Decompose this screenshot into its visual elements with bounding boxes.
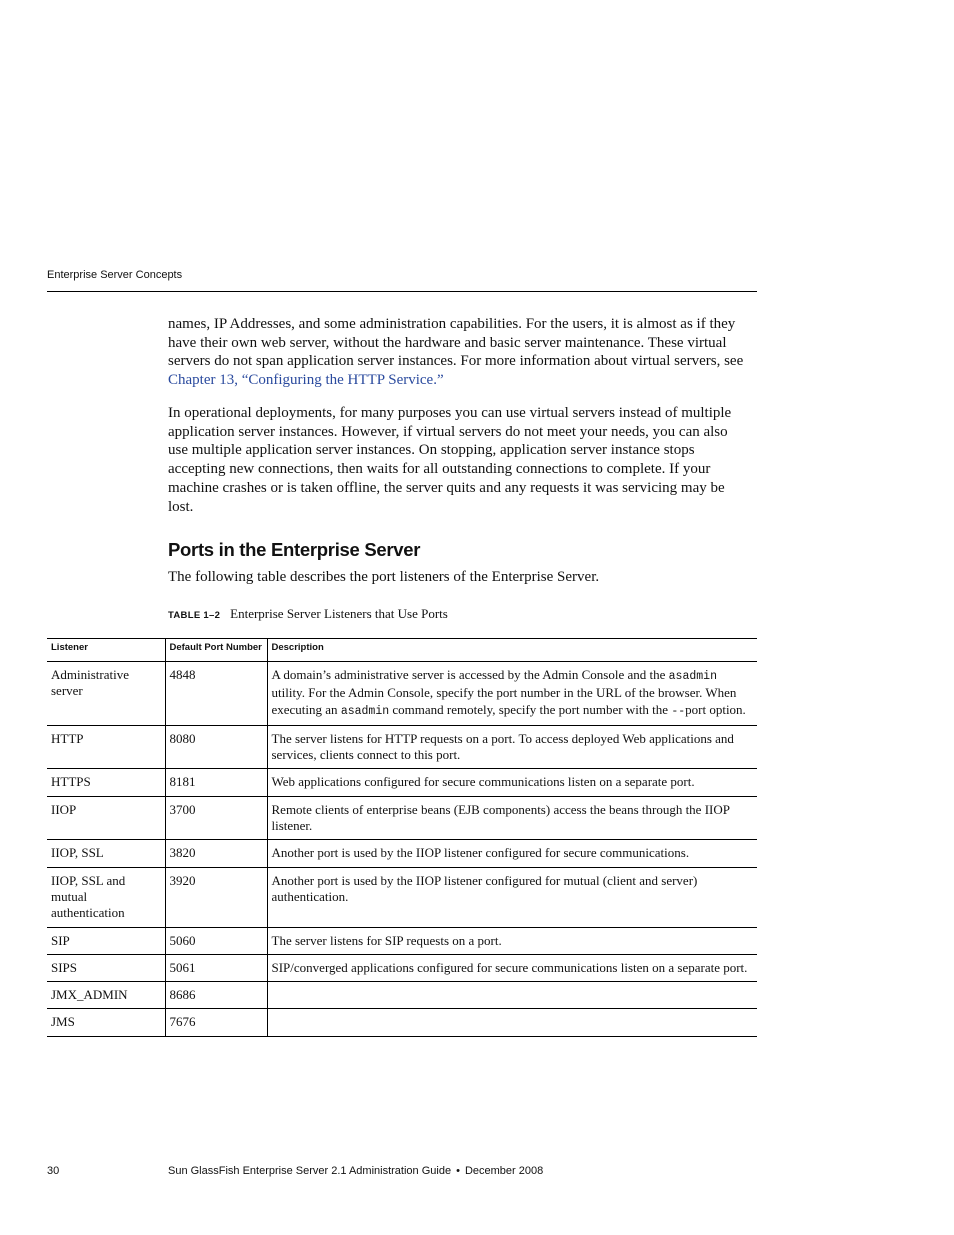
table-row bbox=[47, 954, 757, 981]
table-caption bbox=[168, 606, 448, 622]
footer-bullet: • bbox=[456, 1165, 460, 1177]
paragraph-operational-deployments: In operational deployments, for many purposes you can use virtual servers instead of multiple application server instances. However, if virtual servers do not meet your needs, you can also use multiple application server instances. On stopping, application server instance stops accepting new connections, then waits for all outstanding connections to complete. If your machine crashes or is taken offline, the server quits and any requests it was servicing may be lost. bbox=[168, 405, 732, 515]
header-default-port: Default Port Number bbox=[165, 639, 267, 662]
cell-listener: HTTP bbox=[47, 725, 165, 769]
cell-listener: SIPS bbox=[47, 954, 165, 981]
description-part: port option. bbox=[685, 701, 746, 717]
cell-listener: IIOP, SSL bbox=[47, 840, 165, 867]
footer-book-title: Sun GlassFish Enterprise Server 2.1 Administration Guide bbox=[168, 1165, 452, 1177]
running-header: Enterprise Server Concepts bbox=[47, 269, 183, 281]
cell-listener: IIOP bbox=[47, 796, 165, 840]
cell-description: SIP/converged applications configured for secure communications listen on a separate port. bbox=[267, 954, 757, 981]
header-listener: Listener bbox=[47, 639, 165, 662]
table-row bbox=[47, 867, 757, 927]
header-description: Description bbox=[267, 639, 757, 662]
table-header-row bbox=[47, 639, 757, 662]
cell-listener: Administrative server bbox=[47, 662, 165, 726]
table-row bbox=[47, 840, 757, 867]
paragraph-table-intro: The following table describes the port listeners of the Enterprise Server. bbox=[168, 569, 600, 585]
asadmin-code: asadmin bbox=[340, 704, 390, 718]
table-caption-label: TABLE 1–2 bbox=[168, 610, 221, 621]
description-part: A domain’s administrative server is accessed by the Admin Console and the bbox=[271, 667, 669, 682]
cell-description: Another port is used by the IIOP listener configured for mutual (client and server) authentication. bbox=[267, 867, 757, 927]
chapter-13-link[interactable]: Chapter 13, “Configuring the HTTP Service.” bbox=[168, 372, 444, 389]
cell-port: 4848 bbox=[165, 662, 267, 726]
table-row bbox=[47, 769, 757, 796]
table-caption-title: Enterprise Server Listeners that Use Ports bbox=[230, 606, 448, 621]
cell-listener: IIOP, SSL and mutual authentication bbox=[47, 867, 165, 927]
cell-description: The server listens for HTTP requests on a port. To access deployed Web applications and services, clients connect to this port. bbox=[267, 725, 757, 769]
description-part: utility. For the Admin Console, specify the port number in the URL of the browser. When executing an bbox=[271, 685, 737, 717]
page-number: 30 bbox=[47, 1165, 60, 1177]
cell-description: Another port is used by the IIOP listener configured for secure communications. bbox=[267, 840, 757, 867]
table-row bbox=[47, 796, 757, 840]
cell-listener: SIP bbox=[47, 927, 165, 954]
cell-port: 3820 bbox=[165, 840, 267, 867]
table-row bbox=[47, 982, 757, 1009]
cell-listener: JMX_ADMIN bbox=[47, 982, 165, 1009]
cell-description bbox=[267, 982, 757, 1009]
description-part: command remotely, specify the port number with the bbox=[389, 701, 672, 717]
asadmin-code: asadmin bbox=[668, 670, 717, 683]
cell-description: The server listens for SIP requests on a port. bbox=[267, 927, 757, 954]
cell-description: Web applications configured for secure communications listen on a separate port. bbox=[267, 769, 757, 796]
port-option-dashes: -- bbox=[671, 704, 686, 718]
cell-port: 3920 bbox=[165, 867, 267, 927]
cell-port: 8181 bbox=[165, 769, 267, 796]
cell-port: 8686 bbox=[165, 982, 267, 1009]
cell-port: 3700 bbox=[165, 796, 267, 840]
cell-description bbox=[267, 662, 757, 726]
header-rule bbox=[47, 291, 757, 292]
section-heading: Ports in the Enterprise Server bbox=[168, 539, 421, 560]
paragraph-virtual-servers bbox=[168, 315, 750, 390]
table-row bbox=[47, 725, 757, 769]
cell-port: 7676 bbox=[165, 1009, 267, 1036]
footer-date: December 2008 bbox=[464, 1165, 544, 1177]
cell-listener: HTTPS bbox=[47, 769, 165, 796]
table-row bbox=[47, 1009, 757, 1036]
footer-book-info bbox=[168, 1165, 543, 1177]
cell-port: 5060 bbox=[165, 927, 267, 954]
paragraph-virtual-servers-text: names, IP Addresses, and some administration capabilities. For the users, it is almost as if they have their own web server, without the hardware and basic server maintenance. These virtual servers do not span application server instances. For more information about virtual servers, see bbox=[168, 316, 744, 370]
cell-description bbox=[267, 1009, 757, 1036]
cell-listener: JMS bbox=[47, 1009, 165, 1036]
table-row bbox=[47, 662, 757, 726]
cell-port: 8080 bbox=[165, 725, 267, 769]
ports-table bbox=[47, 638, 757, 1037]
cell-description: Remote clients of enterprise beans (EJB components) access the beans through the IIOP listener. bbox=[267, 796, 757, 840]
table-row bbox=[47, 927, 757, 954]
cell-port: 5061 bbox=[165, 954, 267, 981]
